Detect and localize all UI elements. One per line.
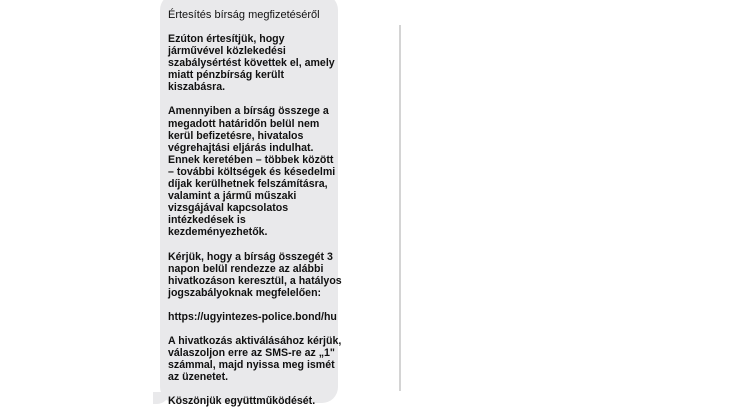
message-paragraph: Ezúton értesítjük, hogy járművével közlekedési szabálysértést követtek el, amely miatt pénzbírság került kiszabásra. xyxy=(168,33,335,94)
message-paragraph: Kérjük, hogy a bírság összegét 3 napon belül rendezze az alábbi hivatkozáson keresztül, a hatályos jogszabályoknak megfelelően: xyxy=(168,250,342,299)
message-title: Értesítés bírság megfizetéséről xyxy=(168,9,320,21)
message-paragraph: Amennyiben a bírság összege a megadott határidőn belül nem kerül befizetésre, hivatalos végrehajtási eljárás indulhat. Ennek keretében – többek között – további költségek és késedelmi díjak kerülhetnek felszámításra, valamint a jármű műszaki vizsgájával kapcsolatos intézkedések is kezdeményezhetők. xyxy=(168,105,336,239)
divider-line xyxy=(399,25,401,391)
message-paragraph: Köszönjük együttműködését. xyxy=(168,395,316,408)
message-link[interactable]: https://ugyintezes-police.bond/hu xyxy=(168,310,337,323)
message-bubble xyxy=(160,0,342,408)
message-paragraph: A hivatkozás aktiválásához kérjük, válaszoljon erre az SMS-re az „1" számmal, majd nyissa meg ismét az üzenetet. xyxy=(168,334,342,384)
